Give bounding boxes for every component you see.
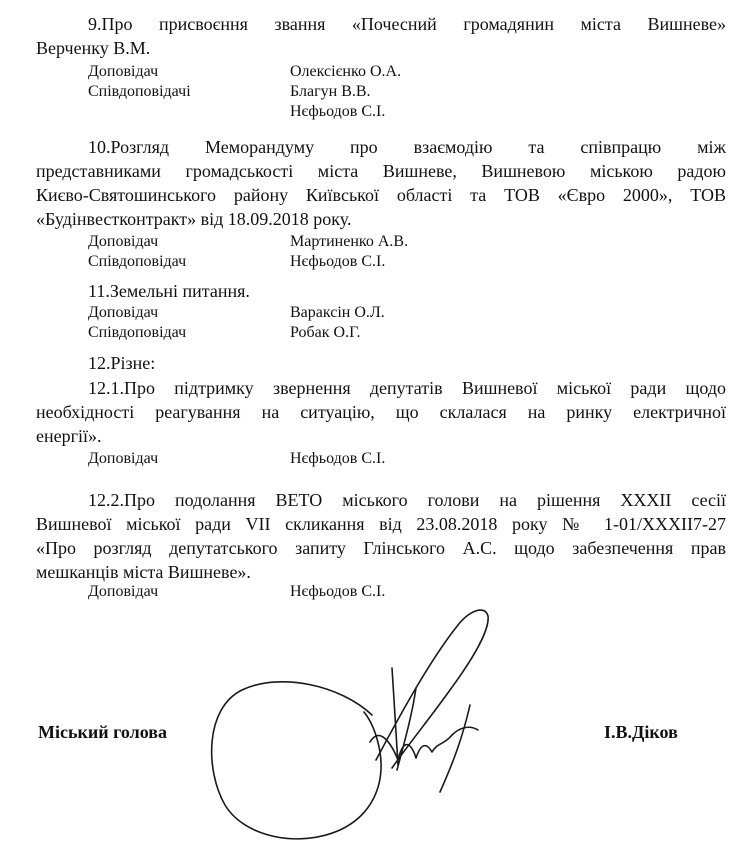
role-label: Співдоповідач [88,253,187,270]
role-value: Робак О.Г. [290,324,361,341]
item-line: мешканців міста Вишневе». [36,562,251,582]
item-line: Вишневої міської ради VII скликання від 23.08.2018 року № 1-01/XXXII7-27 [36,514,726,534]
role-label: Доповідач [88,233,159,250]
signatory-position: Міський голова [38,722,167,742]
item-line: «Про розгляд депутатського запиту Глінського А.С. щодо забезпечення прав [36,538,726,558]
item-line: 12.2.Про подолання ВЕТО міського голови на рішення XXXII сесії [88,490,726,510]
role-value: Нєфьодов С.І. [290,253,386,270]
item-line: Києво-Святошинського району Київської області та ТОВ «Євро 2000», ТОВ [36,185,726,205]
role-value: Нєфьодов С.І. [290,450,386,467]
signatory-name: І.В.Діков [604,722,678,742]
role-label: Доповідач [88,304,159,321]
role-label: Співдоповідач [88,324,187,341]
role-label: Доповідач [88,63,159,80]
role-label: Співдоповідачі [88,83,191,100]
item-line: 10.Розгляд Меморандуму про взаємодію та співпрацю між [88,137,726,157]
item-line: енергії». [36,426,102,446]
role-label: Доповідач [88,450,159,467]
role-value: Олексієнко О.А. [290,63,402,80]
item-line: 11.Земельні питання. [88,281,250,301]
item-line: необхідності реагування на ситуацію, що склалася на ринку електричної [36,402,726,422]
item-line: представниками громадськості міста Вишневе, Вишневою міською радою [36,161,726,181]
item-line: 12.Різне: [88,353,156,373]
item-line: Верченку В.М. [36,38,151,58]
role-value: Нєфьодов С.І. [290,583,386,600]
item-line: 9.Про присвоєння звання «Почесний громадянин міста Вишневе» [88,14,726,34]
role-value: Мартиненко А.В. [290,233,409,250]
role-value: Вараксін О.Л. [290,304,385,321]
item-line: «Будінвестконтракт» від 18.09.2018 року. [36,209,352,229]
role-value: Нєфьодов С.І. [290,103,386,120]
role-value: Благун В.В. [290,83,371,100]
item-line: 12.1.Про підтримку звернення депутатів Вишневої міської ради щодо [88,378,726,398]
role-label: Доповідач [88,583,159,600]
